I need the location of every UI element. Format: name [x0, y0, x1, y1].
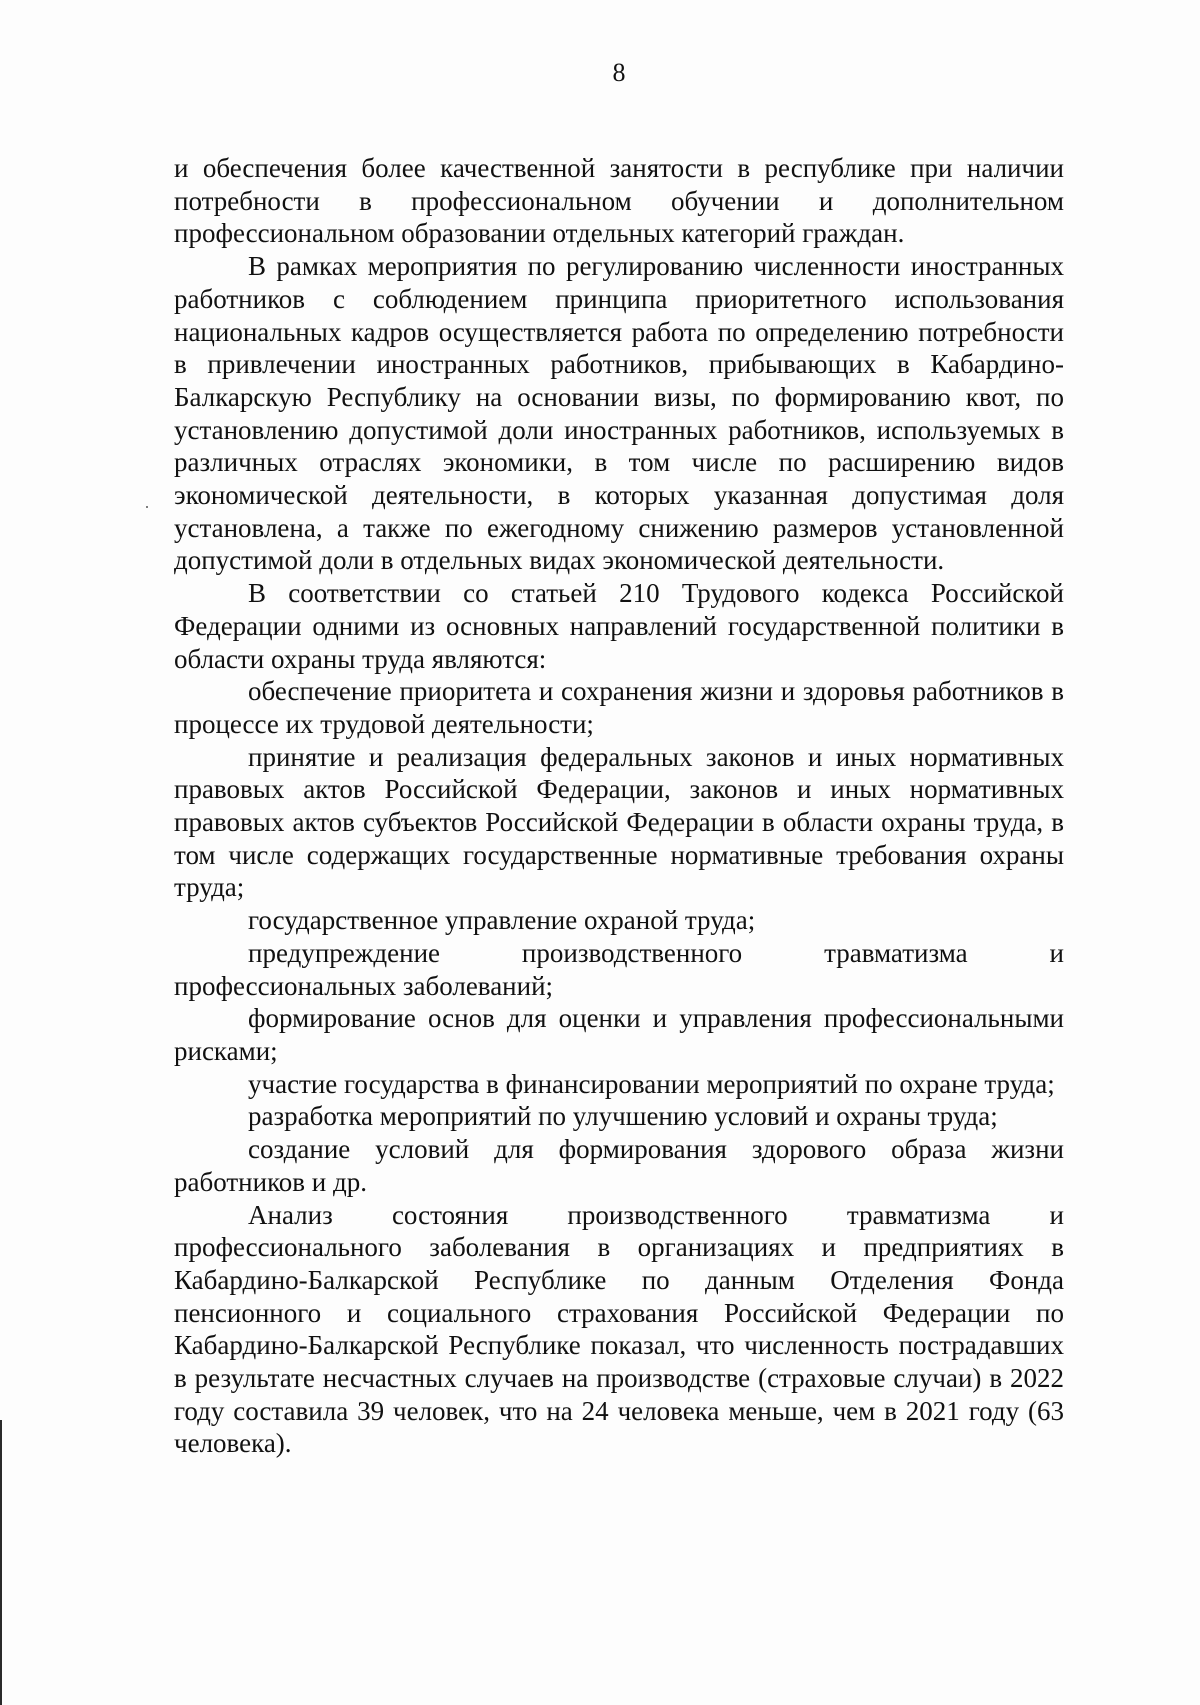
page-number: 8 [612, 58, 626, 87]
list-item: государственное управление охраной труда; [248, 905, 756, 936]
list-item: обеспечение приоритета и сохранения жизни и здоровья работников в процессе их трудовой деятельности; [174, 676, 1064, 739]
paragraph: и обеспечения более качественной занятости в республике при наличии потребности в профессиональном обучении и дополнительном профессиональном образовании отдельных категорий граждан. [174, 153, 1064, 249]
paragraph: В рамках мероприятия по регулированию численности иностранных работников с соблюдением принципа приоритетного использования национальных кадров осуществляется работа по определению потребности в привлечении иностранных работников, прибывающих в Кабардино-Балкарскую Республику на основании визы, по формированию квот, по установлению допустимой доли иностранных работников, используемых в различных отраслях экономики, в том числе по расширению видов экономической деятельности, в которых указанная допустимая доля установлена, а также по ежегодному снижению размеров установленной допустимой доли в отдельных видах экономической деятельности. [174, 251, 1064, 576]
scan-edge-line [0, 1420, 2, 1705]
paragraph: В соответствии со статьей 210 Трудового кодекса Российской Федерации одними из основных направлений государственной политики в области охраны труда являются: [174, 578, 1064, 674]
list-item: создание условий для формирования здорового образа жизни работников и др. [174, 1134, 1064, 1197]
scan-speck [146, 506, 148, 508]
list-item: разработка мероприятий по улучшению условий и охраны труда; [248, 1101, 998, 1132]
list-item: предупреждение производственного травматизма и профессиональных заболеваний; [174, 937, 1064, 1001]
list-item: формирование основ для оценки и управления профессиональными рисками; [174, 1003, 1064, 1066]
list-item: принятие и реализация федеральных законов и иных нормативных правовых актов Российской Федерации, законов и иных нормативных правовых актов субъектов Российской Федерации в области охраны труда, в том числе содержащих государственные нормативные требования охраны труда; [174, 741, 1064, 903]
list-item: участие государства в финансировании мероприятий по охране труда; [248, 1068, 1055, 1099]
paragraph: Анализ состояния производственного травматизма и профессионального заболевания в организациях и предприятиях в Кабардино-Балкарской Республике по данным Отделения Фонда пенсионного и социального страхования Российской Федерации по Кабардино-Балкарской Республике показал, что численность пострадавших в результате несчастных случаев на производстве (страховые случаи) в 2022 году составила 39 человек, что на 24 человека меньше, чем в 2021 году (63 человека). [174, 1199, 1064, 1459]
document-body [174, 152, 1064, 1460]
